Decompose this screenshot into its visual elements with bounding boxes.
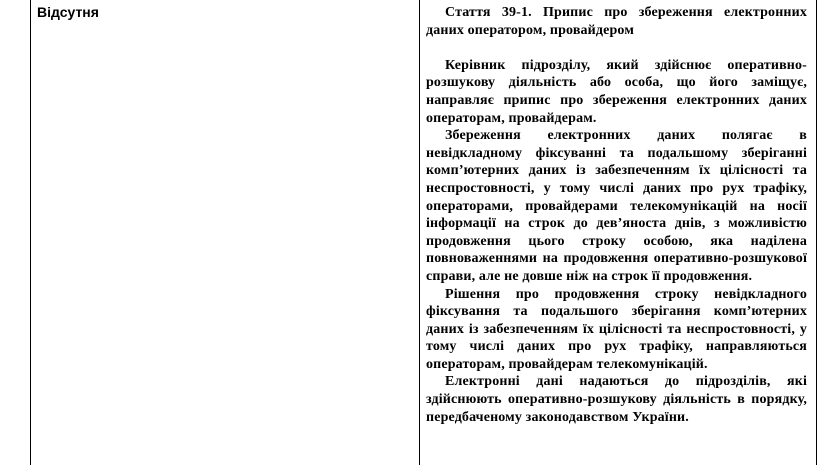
article-paragraph: Збереження електронних даних полягає в невідкладному фіксуванні та подальшому зберіганні комп’ютерних даних із забезпеченням їх цілісності та неспростовності, у тому числі даних про рух трафіку, операторами, провайдерами телекомунікацій на носії інформації на строк до дев’яноста днів, з можливістю продовження цього строку особою, яка наділена повноваженнями на продовження оперативно-розшукової справи, але не довше ніж на строк її продовження. (426, 128, 807, 284)
article-heading: Стаття 39-1. Припис про збереження електронних даних оператором, провайдером (426, 5, 807, 38)
left-cell-text: Відсутня (37, 4, 99, 20)
column-divider (419, 0, 420, 465)
article-paragraph: Електронні дані надаються до підрозділів, які здійснюють оперативно-розшукову діяльність в порядку, передбаченому законодавством України. (426, 374, 807, 425)
right-cell (426, 4, 807, 426)
comparison-table (30, 0, 817, 465)
article-paragraph: Керівник підрозділу, який здійснює оперативно-розшукову діяльність або особа, що його заміщує, направляє припис про збереження електронних даних операторам, провайдерам. (426, 57, 807, 126)
article-paragraph: Рішення про продовження строку невідкладного фіксування та подальшого зберігання комп’ютерних даних із забезпеченням їх цілісності та неспростовності, у тому числі даних про рух трафіку, направляються операторам, провайдерам телекомунікацій. (426, 286, 807, 372)
